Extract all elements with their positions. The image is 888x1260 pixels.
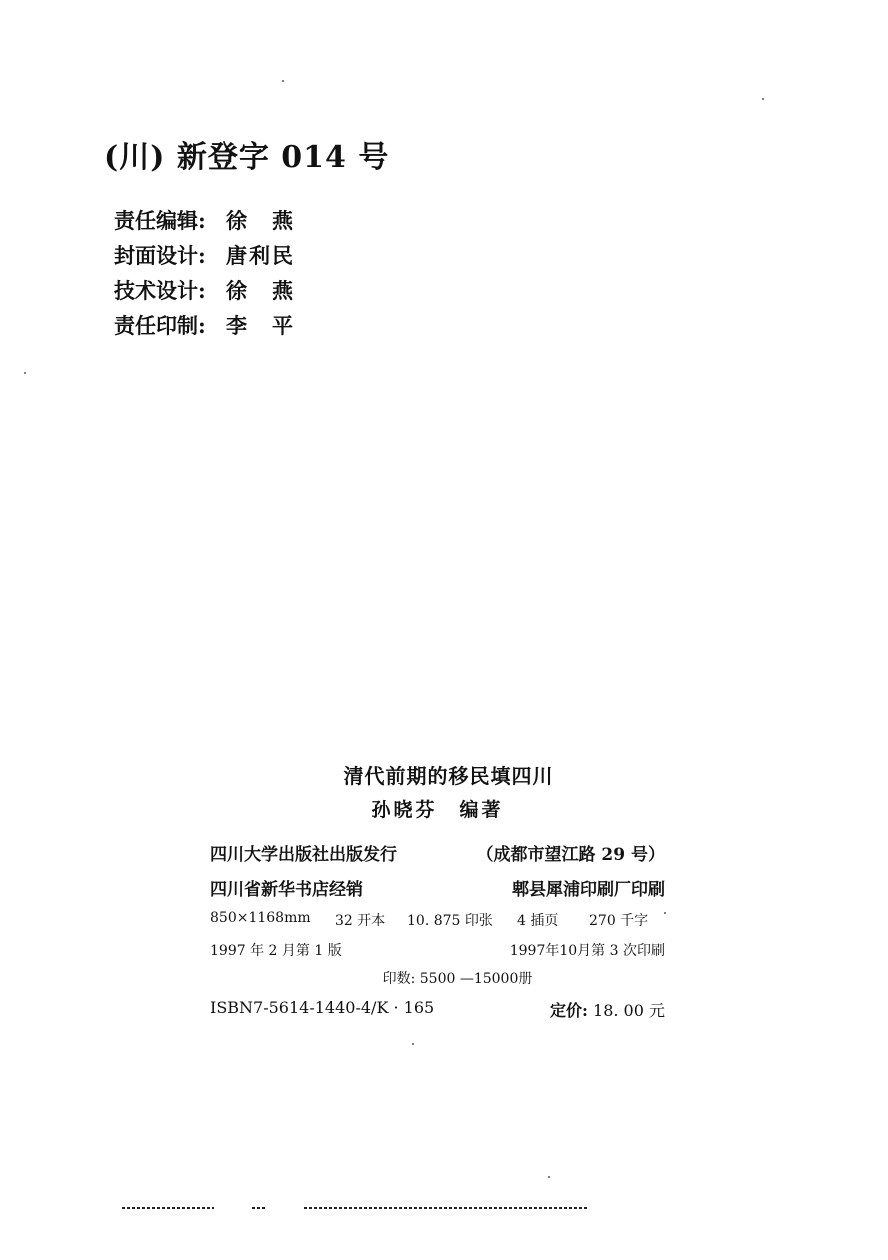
format-sheets: 10. 875 印张 bbox=[407, 913, 493, 929]
scan-speck bbox=[548, 1176, 550, 1178]
format-kai: 32 开本 bbox=[335, 913, 386, 929]
isbn: ISBN7-5614-1440-4/K · 165 bbox=[210, 998, 435, 1017]
price-label: 定价: bbox=[550, 1001, 588, 1020]
scan-speck bbox=[762, 98, 764, 100]
registration-number: (川) 新登字 014 号 bbox=[104, 140, 390, 175]
credit-name: 李 平 bbox=[226, 313, 295, 338]
price-value: 18. 00 元 bbox=[593, 1001, 665, 1020]
distribution-line bbox=[210, 875, 665, 900]
format-plates: 4 插页 bbox=[517, 913, 559, 929]
credit-row-cover-design bbox=[114, 240, 295, 275]
credit-name: 徐 燕 bbox=[226, 208, 295, 233]
isbn-price-line bbox=[210, 998, 665, 1021]
credits-list bbox=[114, 205, 295, 345]
scan-rule bbox=[122, 1207, 214, 1209]
format-line bbox=[210, 910, 665, 930]
credit-role: 责任编辑: bbox=[114, 208, 206, 233]
credit-name: 徐 燕 bbox=[226, 278, 295, 303]
credit-row-editor bbox=[114, 205, 295, 240]
scan-rule bbox=[304, 1207, 589, 1209]
publisher: 四川大学出版社出版发行 bbox=[210, 845, 397, 865]
format-words: 270 千字 bbox=[589, 913, 649, 929]
scan-speck bbox=[282, 80, 284, 82]
edition-line bbox=[210, 940, 665, 960]
publisher-address: （成都市望江路 29 号） bbox=[476, 845, 665, 865]
edition: 1997 年 2 月第 1 版 bbox=[210, 943, 342, 959]
credit-role: 技术设计: bbox=[114, 278, 206, 303]
format-size: 850×1168mm bbox=[210, 910, 311, 926]
scan-speck bbox=[24, 372, 26, 374]
printer: 郫县犀浦印刷厂印刷 bbox=[512, 880, 665, 900]
price bbox=[550, 998, 665, 1021]
book-author: 孙晓芬 编著 bbox=[371, 799, 504, 821]
distributor: 四川省新华书店经销 bbox=[210, 880, 363, 900]
publisher-line bbox=[210, 840, 665, 865]
scan-speck bbox=[664, 912, 666, 914]
printing: 1997年10月第 3 次印刷 bbox=[509, 943, 665, 959]
scan-speck bbox=[412, 1043, 414, 1045]
print-run: 印数: 5500 —15000册 bbox=[382, 971, 533, 987]
scan-rule bbox=[252, 1207, 266, 1209]
book-title: 清代前期的移民填四川 bbox=[343, 764, 554, 788]
credit-role: 责任印制: bbox=[114, 313, 206, 338]
credit-role: 封面设计: bbox=[114, 243, 206, 268]
credit-row-printing bbox=[114, 310, 295, 345]
credit-name: 唐利民 bbox=[226, 243, 295, 268]
credit-row-technical-design bbox=[114, 275, 295, 310]
colophon-block bbox=[210, 760, 665, 1021]
